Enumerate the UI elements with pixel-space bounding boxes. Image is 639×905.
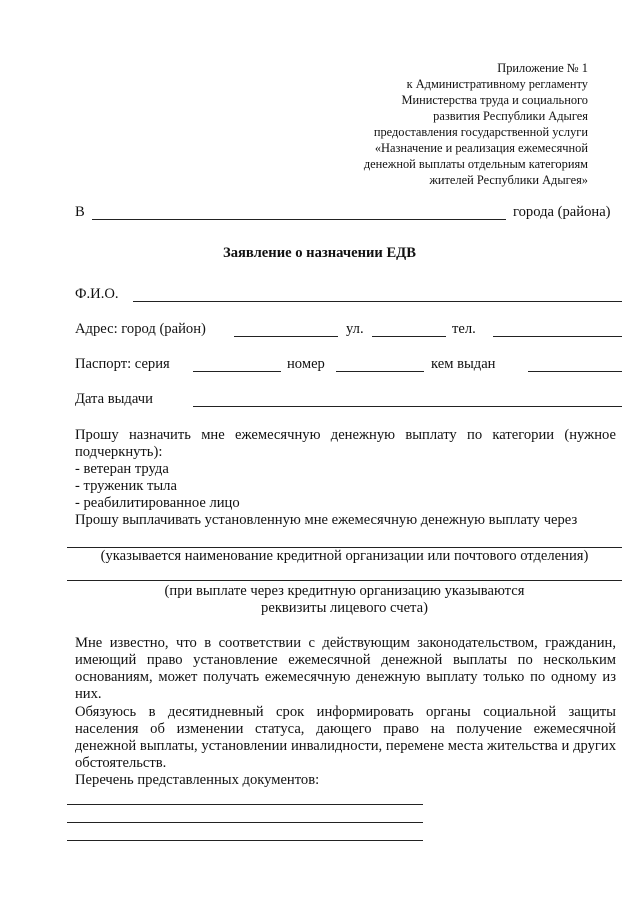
appendix-line: жителей Республики Адыгея» <box>429 173 588 187</box>
account-hint: (при выплате через кредитную организацию указываются <box>164 583 525 599</box>
passport-label: Паспорт: серия <box>75 356 170 372</box>
appendix-line: предоставления государственной услуги <box>373 125 588 139</box>
appendix-line: Приложение № 1 <box>497 61 588 75</box>
issue-date-field[interactable] <box>193 406 622 407</box>
appendix-header <box>288 60 588 188</box>
account-hint: реквизиты лицевого счета) <box>261 600 428 616</box>
appendix-line: денежной выплаты отдельным категориям <box>363 157 588 171</box>
document-line[interactable] <box>67 804 423 805</box>
addressee-suffix: города (района) <box>513 204 611 220</box>
number-label: номер <box>287 356 325 372</box>
document-line[interactable] <box>67 840 423 841</box>
appendix-line: Министерства труда и социального <box>401 93 588 107</box>
category-item[interactable]: - труженик тыла <box>75 478 177 494</box>
document-line[interactable] <box>67 822 423 823</box>
fio-field[interactable] <box>133 301 622 302</box>
account-field[interactable] <box>67 580 622 581</box>
issued-by-field[interactable] <box>528 371 622 372</box>
street-field[interactable] <box>372 336 446 337</box>
payment-request: Прошу выплачивать установленную мне ежемесячную денежную выплату через <box>75 512 578 528</box>
phone-label: тел. <box>452 321 476 337</box>
documents-label: Перечень представленных документов: <box>75 772 320 788</box>
passport-series-field[interactable] <box>193 371 281 372</box>
street-label: ул. <box>346 321 364 337</box>
category-item[interactable]: - реабилитированное лицо <box>75 495 240 511</box>
obligation-statement: Обязуюсь в десятидневный срок информировать органы социальной защиты населения об изменении статуса, дающего право на получение ежемесячной денежной выплаты, установлении инвалидности, перемене места жительства и других обстоятельств. <box>75 704 616 771</box>
passport-number-field[interactable] <box>336 371 424 372</box>
addressee-prefix: В <box>75 204 85 220</box>
phone-field[interactable] <box>493 336 622 337</box>
bank-hint: (указывается наименование кредитной организации или почтового отделения) <box>100 548 589 564</box>
fio-label: Ф.И.О. <box>75 286 119 302</box>
awareness-statement: Мне известно, что в соответствии с действующим законодательством, гражданин, имеющий право установление ежемесячной денежной выплаты по нескольким основаниям, может получать ежемесячную денежную выплату только по одному из них. <box>75 635 616 702</box>
document-title: Заявление о назначении ЕДВ <box>223 245 416 261</box>
issue-date-label: Дата выдачи <box>75 391 153 407</box>
appendix-line: к Административному регламенту <box>406 77 588 91</box>
address-label: Адрес: город (район) <box>75 321 206 337</box>
city-field[interactable] <box>234 336 338 337</box>
addressee-field[interactable] <box>92 219 506 220</box>
issued-by-label: кем выдан <box>431 356 496 372</box>
request-intro: Прошу назначить мне ежемесячную денежную выплату по категории (нужное подчеркнуть): <box>75 427 616 460</box>
appendix-line: «Назначение и реализация ежемесячной <box>374 141 588 155</box>
category-item[interactable]: - ветеран труда <box>75 461 169 477</box>
appendix-line: развития Республики Адыгея <box>433 109 588 123</box>
